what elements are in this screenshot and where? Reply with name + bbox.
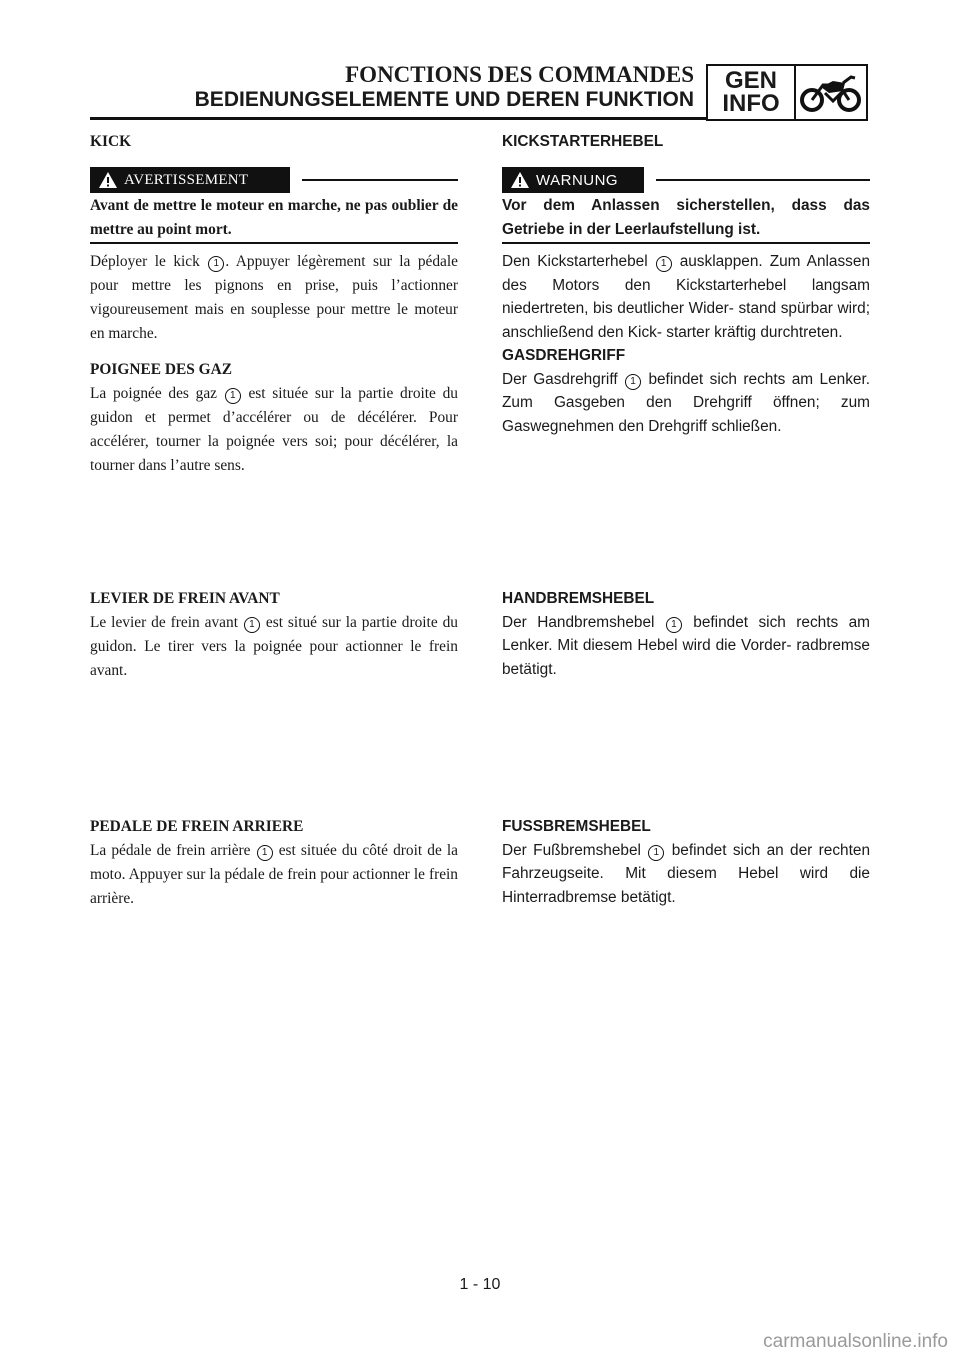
header-rule [90, 117, 706, 120]
de-throttle-text-b: befindet sich rechts am Lenker. Zum Gasgeben den Drehgriff öffnen; zum Gaswegnehmen den Drehgriff schließen. [502, 370, 870, 435]
de-warning-rule [502, 242, 870, 244]
de-front-brake-heading: HANDBREMSHEBEL [502, 590, 655, 607]
fr-rear-brake-section [90, 815, 458, 911]
fr-throttle-text-a: La poignée des gaz [90, 385, 224, 402]
fr-front-brake-text-b: est situé sur la partie droite du guidon. Le tirer vers la poignée pour actionner le frein avant. [90, 614, 458, 679]
fr-front-brake-text-a: Le levier de frein avant [90, 614, 243, 631]
de-warning-text: Vor dem Anlassen sicherstellen, dass das Getriebe in der Leerlaufstellung ist. [502, 197, 870, 238]
fr-warning-label [90, 167, 290, 193]
badge-line-1: GEN [724, 67, 777, 94]
gen-info-badge [706, 64, 868, 121]
section-title-german: BEDIENUNGSELEMENTE UND DEREN FUNKTION [194, 88, 694, 111]
de-kick-heading [502, 130, 870, 154]
badge-label [708, 66, 796, 119]
fr-kick-text-b: . Appuyer légèrement sur la pédale pour mettre les pignons en prise, puis l’actionner vigoureusement mais en souplesse pour mettre le moteur en marche. [90, 253, 458, 342]
callout-1: 1 [625, 374, 641, 390]
de-kick-text-a: Den Kickstarterhebel [502, 253, 655, 270]
callout-1: 1 [225, 388, 241, 404]
callout-1: 1 [666, 617, 682, 633]
fr-throttle-text-b: est située sur la partie droite du guidon et permet d’accélérer ou de décélérer. Pour accélérer, tourner la poignée vers soi; pour décélérer, la tourner dans l’autre sens. [90, 385, 459, 474]
section-title-french: FONCTIONS DES COMMANDES [345, 62, 694, 87]
fr-front-brake-heading: LEVIER DE FREIN AVANT [90, 590, 280, 607]
de-warning-label-text: WARNUNG [536, 171, 619, 189]
fr-kick-text-a: Déployer le kick [90, 253, 208, 270]
fr-rear-brake-heading: PEDALE DE FREIN ARRIERE [90, 818, 304, 835]
fr-kick-heading [90, 130, 458, 154]
de-rear-brake-heading: FUSSBREMSHEBEL [502, 818, 651, 835]
fr-rear-brake-text-b: est située du côté droit de la moto. Appuyer sur la pédale de frein pour actionner le frein arrière. [90, 842, 459, 907]
callout-1: 1 [208, 256, 224, 272]
callout-1: 1 [257, 845, 273, 861]
callout-1: 1 [244, 617, 260, 633]
fr-front-brake-section [90, 587, 458, 683]
de-rear-brake-text-b: befindet sich an der rechten Fahrzeugseite. Mit diesem Hebel wird die Hinterradbremse betätigt. [502, 841, 871, 906]
de-kick-paragraph [502, 250, 870, 438]
de-rear-brake-section [502, 815, 870, 909]
de-throttle-heading: GASDREHGRIFF [502, 347, 626, 364]
fr-rear-brake-text-a: La pédale de frein arrière [90, 842, 256, 859]
fr-warning-text: Avant de mettre le moteur en marche, ne pas oublier de mettre au point mort. [90, 197, 458, 238]
callout-1: 1 [648, 845, 664, 861]
de-warning-banner [502, 167, 870, 193]
motorcycle-icon [796, 66, 866, 119]
fr-warning-label-text: AVERTISSEMENT [124, 171, 249, 188]
warning-triangle-icon [510, 171, 530, 189]
page-number: 1 - 10 [459, 1276, 501, 1293]
fr-warning-line [302, 179, 458, 181]
badge-line-2: INFO [722, 90, 780, 117]
de-kick-heading-text: KICKSTARTERHEBEL [502, 133, 664, 150]
fr-throttle-section [90, 358, 458, 478]
watermark: carmanualsonline.info [763, 1331, 948, 1352]
de-warning-label [502, 167, 644, 193]
warning-triangle-icon [98, 171, 118, 189]
de-throttle-text-a: Der Gasdrehgriff [502, 370, 625, 388]
de-warning-line [656, 179, 870, 181]
de-kick-text-b: ausklappen. Zum Anlassen des Motors den Kickstarterhebel langsam niedertreten, bis deutlicher Wider- stand spürbar wird; anschließend den Kick- starter kräftig durchtreten. [502, 253, 871, 341]
fr-warning-rule [90, 242, 458, 244]
fr-kick-heading-text: KICK [90, 133, 132, 150]
de-front-brake-text-a: Der Handbremshebel [502, 613, 665, 631]
fr-warning-banner [90, 167, 458, 193]
de-rear-brake-text-a: Der Fußbremshebel [502, 841, 648, 859]
callout-1: 1 [656, 256, 672, 272]
fr-kick-paragraph [90, 250, 458, 346]
fr-throttle-heading: POIGNEE DES GAZ [90, 361, 232, 378]
de-front-brake-text-b: befindet sich rechts am Lenker. Mit diesem Hebel wird die Vorder- radbremse betätigt. [502, 613, 870, 678]
de-front-brake-section [502, 587, 870, 681]
